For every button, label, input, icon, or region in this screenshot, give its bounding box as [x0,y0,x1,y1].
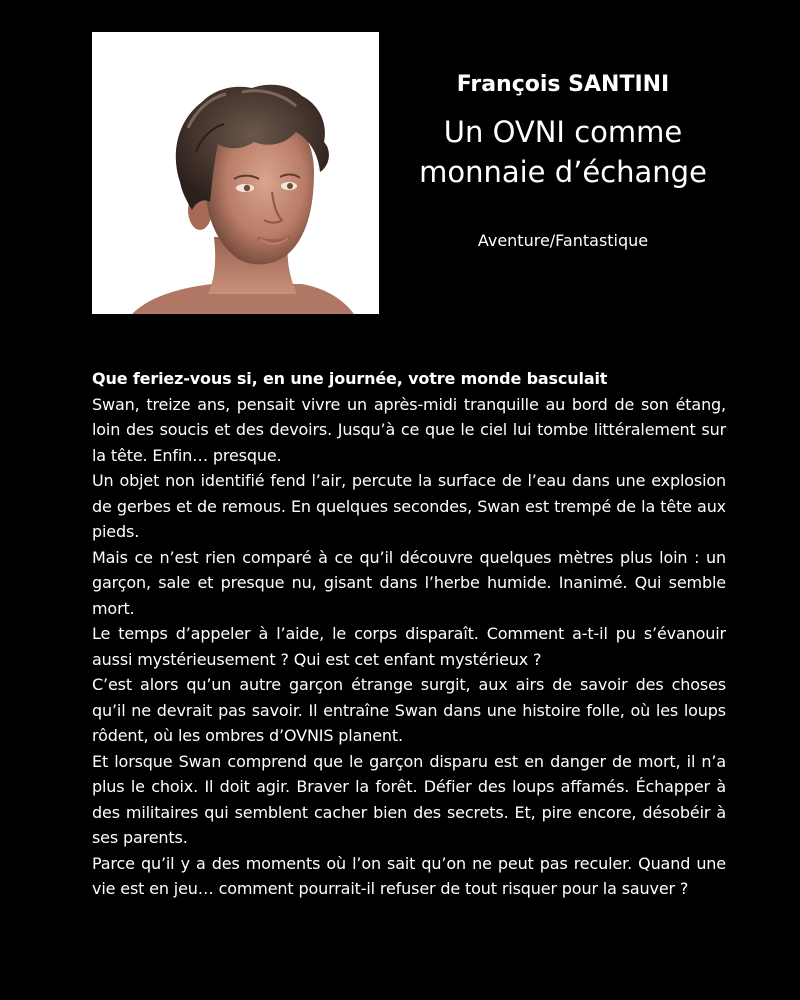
book-genre: Aventure/Fantastique [477,231,649,250]
blurb-paragraph: Swan, treize ans, pensait vivre un après-midi tranquille au bord de son étang, loin des soucis et des devoirs. Jusqu’à ce que le ciel lui tombe littéralement sur la tête. Enfin… presque. [92,394,726,465]
book-title-line-2: monnaie d’échange [419,155,707,189]
author-portrait-image [92,32,379,314]
blurb-paragraph: C’est alors qu’un autre garçon étrange surgit, aux airs de savoir des choses qu’il ne devrait pas savoir. Il entraîne Swan dans une histoire folle, où les loups rôdent, où les ombres d’OVNIS planent. [92,675,726,745]
book-title-line-1: Un OVNI comme [443,115,683,149]
blurb-paragraph: Parce qu’il y a des moments où l’on sait qu’on ne peut pas reculer. Quand une vie est en jeu… comment pourrait-il refuser de tout risquer pour la sauver ? [92,853,726,898]
author-name: François SANTINI [456,72,670,97]
cover-header [400,70,726,252]
child-portrait-illustration [92,32,379,314]
blurb-paragraph: Et lorsque Swan comprend que le garçon disparu est en danger de mort, il n’a plus le choix. Il doit agir. Braver la forêt. Défier des loups affamés. Échapper à des militaires qui semblent cacher bien des secrets. Et, pire encore, désobéir à ses parents. [92,751,726,847]
book-blurb [92,366,726,902]
book-title [400,112,726,192]
blurb-headline: Que feriez-vous si, en une journée, votre monde basculait [92,369,608,388]
blurb-paragraph: Le temps d’appeler à l’aide, le corps disparaît. Comment a-t-il pu s’évanouir aussi mystérieusement ? Qui est cet enfant mystérieux ? [92,624,726,669]
blurb-paragraph: Un objet non identifié fend l’air, percute la surface de l’eau dans une explosion de gerbes et de remous. En quelques secondes, Swan est trempé de la tête aux pieds. [92,471,726,541]
blurb-paragraph: Mais ce n’est rien comparé à ce qu’il découvre quelques mètres plus loin : un garçon, sale et presque nu, gisant dans l’herbe humide. Inanimé. Qui semble mort. [92,547,726,618]
